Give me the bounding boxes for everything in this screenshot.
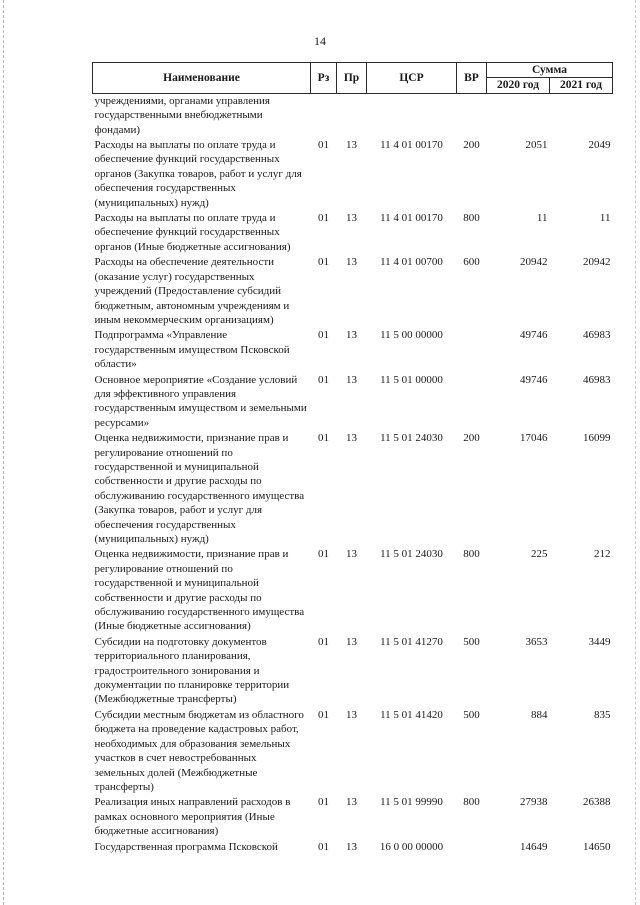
cell-rz: 01 xyxy=(318,796,329,809)
cell-csr: 11 4 01 00170 xyxy=(380,212,443,225)
table-row xyxy=(93,93,613,138)
cell-name: Реализация иных направлений расходов в рамках основного мероприятия (Иные бюджетные ассигнования) xyxy=(94,796,291,838)
cell-2020: 14649 xyxy=(520,840,548,853)
cell-vr: 200 xyxy=(463,139,480,152)
table-row xyxy=(93,635,613,708)
cell-2021: 3449 xyxy=(588,635,611,648)
table-row xyxy=(93,547,613,634)
cell-csr: 11 5 01 24030 xyxy=(380,548,443,561)
cell-2021: 212 xyxy=(594,548,611,561)
cell-name: Оценка недвижимости, признание прав и регулирование отношений по государственной и муниципальной собственности и другие расходы по обслуживанию государственного имущества (Иные бюджетные ассигнования) xyxy=(94,548,305,633)
cell-2021 xyxy=(550,93,613,138)
cell-2021: 16099 xyxy=(583,432,611,445)
table-row xyxy=(93,795,613,839)
table-row xyxy=(93,255,613,328)
cell-2020: 2051 xyxy=(525,139,548,152)
cell-rz: 01 xyxy=(318,548,329,561)
cell-rz: 01 xyxy=(318,212,329,225)
cell-2021: 26388 xyxy=(583,796,611,809)
table-row xyxy=(93,211,613,255)
cell-2020: 11 xyxy=(536,212,548,225)
cell-2021: 46983 xyxy=(583,373,611,386)
cell-pr xyxy=(337,93,367,138)
budget-table xyxy=(92,62,613,855)
cell-csr: 11 4 01 00170 xyxy=(380,139,443,152)
cell-2020 xyxy=(487,93,550,138)
cell-pr: 13 xyxy=(346,635,357,648)
cell-name: Основное мероприятие «Создание условий для эффективного управления государственным имуществом и земельными ресурсами» xyxy=(94,373,307,429)
cell-pr: 13 xyxy=(346,256,357,269)
cell-pr: 13 xyxy=(346,212,357,225)
cell-csr: 16 0 00 00000 xyxy=(379,840,444,853)
table-row xyxy=(93,328,613,372)
cell-vr: 500 xyxy=(463,635,480,648)
table-row xyxy=(93,373,613,432)
cell-name: Расходы на обеспечение деятельности (оказание услуг) государственных учреждений (Предоставление субсидий бюджетным, автономным учреждениям и иным некоммерческим организациям) xyxy=(94,256,290,326)
cell-vr xyxy=(457,93,487,138)
cell-2020: 27938 xyxy=(520,796,548,809)
cell-2021: 11 xyxy=(599,212,611,225)
cell-pr: 13 xyxy=(346,708,357,721)
header-name: Наименование xyxy=(93,63,311,94)
cell-pr: 13 xyxy=(346,373,357,386)
cell-name: Оценка недвижимости, признание прав и регулирование отношений по государственной и муниципальной собственности и другие расходы по обслуживанию государственного имущества (Закупка товаров, работ и услуг для обеспечения государственных (муниципальных) нужд) xyxy=(94,432,305,545)
cell-name: учреждениями, органами управления государственными внебюджетными фондами) xyxy=(94,94,270,136)
cell-2020: 49746 xyxy=(520,329,548,342)
cell-rz xyxy=(311,93,337,138)
cell-pr: 13 xyxy=(346,548,357,561)
cell-2020: 17046 xyxy=(520,432,548,445)
page-number: 14 xyxy=(314,34,326,48)
cell-vr xyxy=(457,328,487,372)
cell-csr xyxy=(367,93,457,138)
cell-csr: 11 5 01 99990 xyxy=(380,796,443,809)
cell-vr: 200 xyxy=(463,432,480,445)
cell-name: Расходы на выплаты по оплате труда и обеспечение функций государственных органов (Иные бюджетные ассигнования) xyxy=(94,212,291,253)
scan-right-edge xyxy=(635,0,637,905)
cell-csr: 11 5 00 00000 xyxy=(380,329,443,342)
table-body xyxy=(93,93,613,855)
cell-pr: 13 xyxy=(346,796,357,809)
cell-csr: 11 4 01 00700 xyxy=(380,256,443,269)
header-csr: ЦСР xyxy=(367,63,457,94)
table-row xyxy=(93,840,613,855)
cell-2020: 884 xyxy=(531,708,548,721)
cell-rz: 01 xyxy=(318,329,329,342)
cell-name: Подпрограмма «Управление государственным имуществом Псковской области» xyxy=(94,329,290,371)
cell-name: Субсидии на подготовку документов территориального планирования, градостроительного зонирования и документации по планировке территории (Межбюджетные трансферты) xyxy=(94,635,290,706)
cell-vr: 800 xyxy=(463,796,480,809)
cell-2020: 3653 xyxy=(525,635,548,648)
cell-2021: 2049 xyxy=(588,139,611,152)
cell-2020: 20942 xyxy=(520,256,548,269)
cell-rz: 01 xyxy=(318,256,329,269)
cell-2021: 20942 xyxy=(583,256,611,269)
cell-rz: 01 xyxy=(318,708,329,721)
header-pr: Пр xyxy=(337,63,367,94)
cell-name: Расходы на выплаты по оплате труда и обеспечение функций государственных органов (Закупка товаров, работ и услуг для обеспечения государственных (муниципальных) нужд) xyxy=(94,139,302,209)
cell-pr: 13 xyxy=(346,139,357,152)
cell-pr: 13 xyxy=(346,432,357,445)
cell-rz: 01 xyxy=(318,139,329,152)
cell-2020: 225 xyxy=(531,548,548,561)
cell-csr: 11 5 01 41270 xyxy=(380,635,443,648)
cell-vr xyxy=(457,373,487,432)
header-vr: ВР xyxy=(457,63,487,94)
cell-csr: 11 5 01 00000 xyxy=(380,373,443,386)
cell-rz: 01 xyxy=(318,635,329,648)
header-rz: Рз xyxy=(311,63,337,94)
cell-2021: 835 xyxy=(594,708,611,721)
header-year-2021: 2021 год xyxy=(550,78,613,93)
cell-rz: 01 xyxy=(318,840,329,853)
table-row xyxy=(93,708,613,795)
table-row xyxy=(93,138,613,211)
header-sum: Сумма xyxy=(487,63,613,78)
cell-2021: 46983 xyxy=(583,329,611,342)
cell-vr: 800 xyxy=(463,212,480,225)
cell-rz: 01 xyxy=(318,432,329,445)
cell-2021: 14650 xyxy=(583,840,611,853)
cell-vr: 500 xyxy=(463,708,480,721)
cell-rz: 01 xyxy=(318,373,329,386)
scan-left-edge xyxy=(3,0,5,905)
cell-csr: 11 5 01 41420 xyxy=(380,708,443,721)
cell-name: Субсидии местным бюджетам из областного бюджета на проведение кадастровых работ, необходимых для образования земельных участков в счет невостребованных земельных долей (Межбюджетные трансферты) xyxy=(94,708,304,793)
cell-name: Государственная программа Псковской xyxy=(94,840,278,853)
cell-pr: 13 xyxy=(346,329,357,342)
table-row xyxy=(93,431,613,547)
header-year-2020: 2020 год xyxy=(487,78,550,93)
cell-vr: 800 xyxy=(463,548,480,561)
table-header xyxy=(93,63,613,94)
cell-vr xyxy=(457,840,487,855)
cell-vr: 600 xyxy=(463,256,480,269)
cell-pr: 13 xyxy=(346,840,357,853)
cell-2020: 49746 xyxy=(520,373,548,386)
cell-csr: 11 5 01 24030 xyxy=(380,432,443,445)
